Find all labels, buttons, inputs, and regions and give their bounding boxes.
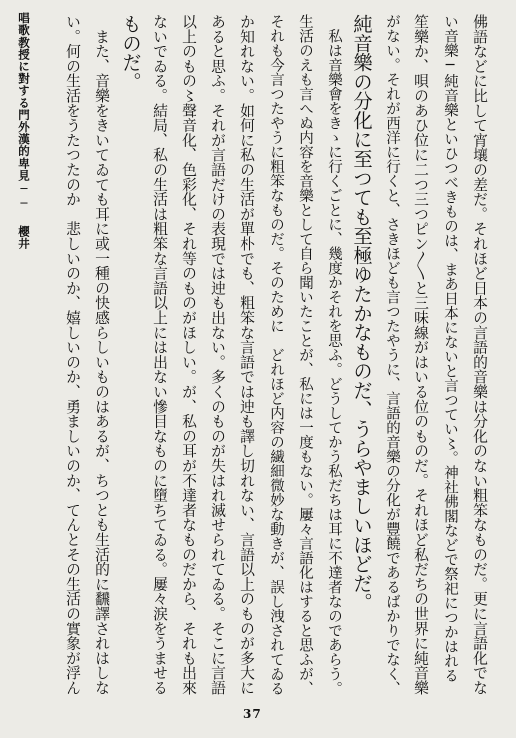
text-column-13: ものだ。 xyxy=(119,14,142,92)
text-column-2: い音樂─純音樂といひつべきものは、まあ日本にないと言つてい〻。神社佛閣などで祭祀につかはれる xyxy=(442,14,458,683)
text-column-3: 笙樂か、唄のあひ位に二つ三つピン〳〵と三味線がはいる位のものだ。それほど私だちの世界に純音樂 xyxy=(412,14,429,695)
text-column-7: 生活のえも言へぬ内容を音樂として自ら聞いたことが、私には一度もない。屢々言語化はすると思ふが、 xyxy=(297,14,313,696)
text-column-11: 以上のもの〻聲音化、色彩化、それ等のものがほしい。が、私の耳が不達者なものだから、それも出來 xyxy=(180,14,197,695)
page-number: 37 xyxy=(243,707,262,721)
text-column-14: また、音樂をきいてゐても耳に或一種の快感らしいものはあるが、ちつとも生活的に飜譯されはしな xyxy=(93,14,110,695)
running-header: 唱歌教授に對する門外漢的卑見── 櫻井 xyxy=(17,12,31,250)
text-column-12: ないでゐる。結局、私の生活は粗笨な言語以上には出ない慘目なものに墮ちてゐる。屢々涙をうませる xyxy=(151,14,168,695)
text-column-15: い。何の生活をうたつたのか 悲しいのか、嬉しいのか、勇ましいのか、てんとその生活の實象が浮ん xyxy=(64,14,81,695)
text-column-6: 私は音樂會をきゝに行くごとに、幾度かそれを思ふ。どうしてかう私だちは耳に不達者なのであらう。 xyxy=(326,14,342,696)
text-column-1: 佛語などに比して宵壤の差だ。それほど日本の言語的音樂は分化のない粗笨なものだ。更に言語化でな xyxy=(471,14,488,695)
text-column-8: それも今言つたやうに粗笨なものだ。そのために どれほど内容の繊細微妙な動きが、誤し洩されてゐる xyxy=(268,14,284,696)
text-column-5: 純音樂の分化に至つても至極ゆたかなものだ、うらやましいほどだ。 xyxy=(350,14,373,612)
text-column-10: あると思ふ。それが言語だけの表現では迚も出ない。多くのものが失はれ滅せられてゐる。そこに言語 xyxy=(209,14,226,695)
text-column-9: か知れない。如何に私の生活が單朴でも、粗笨な言語では迚も譯し切れない、言語以上のものが多大に xyxy=(238,14,255,695)
text-column-4: がない。それが西洋に行くと、さきほども言つたやうに、言語的音樂の分化が豐饒であるばかりでなく、 xyxy=(384,14,400,696)
